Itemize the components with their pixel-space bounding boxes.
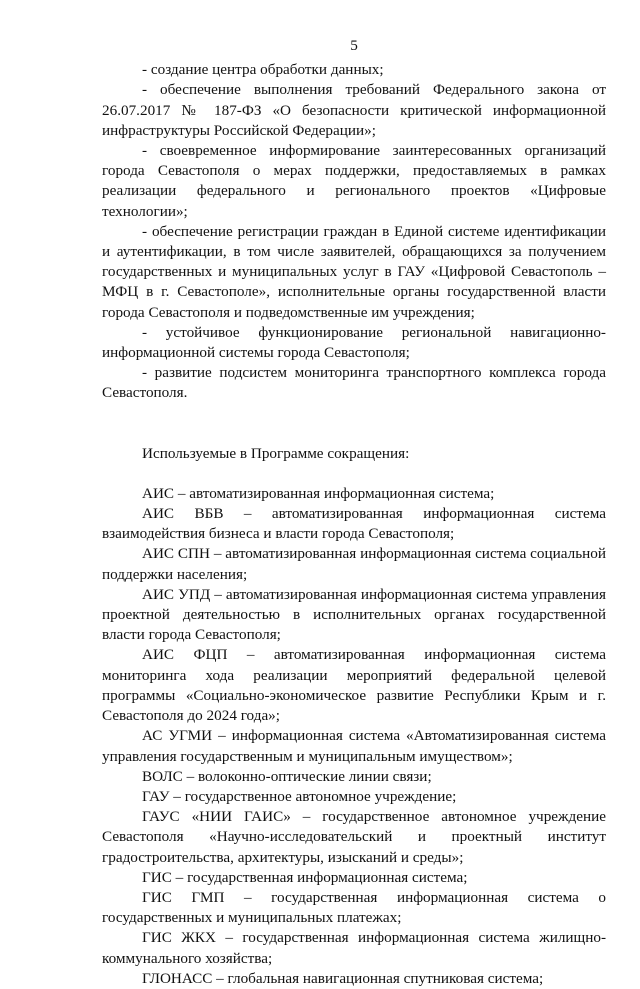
- abbreviation-item: АИС ФЦП – автоматизированная информационная система мониторинга хода реализации мероприятий федеральной целевой программы «Социально-экономическое развитие Республики Крым и г. Севастополя до 2024 года»;: [102, 646, 606, 725]
- section-spacer: [102, 464, 606, 484]
- goal-item: - обеспечение регистрации граждан в Единой системе идентификации и аутентификации, в том числе заявителей, обращающихся за получением государственных и муниципальных услуг в ГАУ «Цифровой Севастополь – МФЦ в г. Севастополе», исполнительные органы государственной власти города Севастополя и подведомственные им учреждения;: [102, 222, 606, 321]
- goal-item: - развитие подсистем мониторинга транспортного комплекса города Севастополя.: [102, 364, 606, 402]
- goals-list: [102, 60, 606, 403]
- section-spacer: [102, 404, 606, 444]
- abbreviation-item: АИС ВБВ – автоматизированная информационная система взаимодействия бизнеса и власти города Севастополя;: [102, 505, 606, 543]
- goal-item: - обеспечение выполнения требований Федерального закона от 26.07.2017 № 187-ФЗ «О безопасности критической информационной инфраструктуры Российской Федерации»;: [102, 81, 606, 139]
- abbreviation-item: ГАУС «НИИ ГАИС» – государственное автономное учреждение Севастополя «Научно-исследовательский и проектный институт градостроительства, архитектуры, изысканий и среды»;: [102, 808, 606, 866]
- abbreviation-item: АС УГМИ – информационная система «Автоматизированная система управления государственным и муниципальным имуществом»;: [102, 727, 606, 765]
- abbreviations-list: [102, 484, 606, 989]
- goal-item: - устойчивое функционирование региональной навигационно-информационной системы города Севастополя;: [102, 323, 606, 362]
- abbreviation-item: АИС УПД – автоматизированная информационная система управления проектной деятельностью в исполнительных органах государственной власти города Севастополя;: [102, 585, 606, 644]
- abbreviation-item: АИС – автоматизированная информационная система;: [142, 484, 495, 502]
- abbreviation-item: АИС СПН – автоматизированная информационная система социальной поддержки населения;: [102, 545, 606, 583]
- abbreviation-item: ГИС ГМП – государственная информационная система о государственных и муниципальных платежах;: [102, 888, 606, 927]
- page-number: 5: [350, 37, 358, 54]
- abbreviation-item: ГЛОНАСС – глобальная навигационная спутниковая система;: [142, 969, 544, 987]
- abbreviation-item: ГАУ – государственное автономное учреждение;: [142, 787, 457, 805]
- goal-item: - создание центра обработки данных;: [142, 61, 384, 79]
- abbreviation-item: ГИС – государственная информационная система;: [142, 868, 468, 886]
- goal-item: - своевременное информирование заинтересованных организаций города Севастополя о мерах поддержки, предоставляемых в рамках реализации федерального и регионального проектов «Цифровые технологии»;: [102, 142, 606, 220]
- abbreviations-heading: Используемые в Программе сокращения:: [142, 444, 410, 462]
- abbreviation-item: ВОЛС – волоконно-оптические линии связи;: [142, 767, 432, 785]
- abbreviation-item: ГИС ЖКХ – государственная информационная система жилищно-коммунального хозяйства;: [102, 929, 606, 967]
